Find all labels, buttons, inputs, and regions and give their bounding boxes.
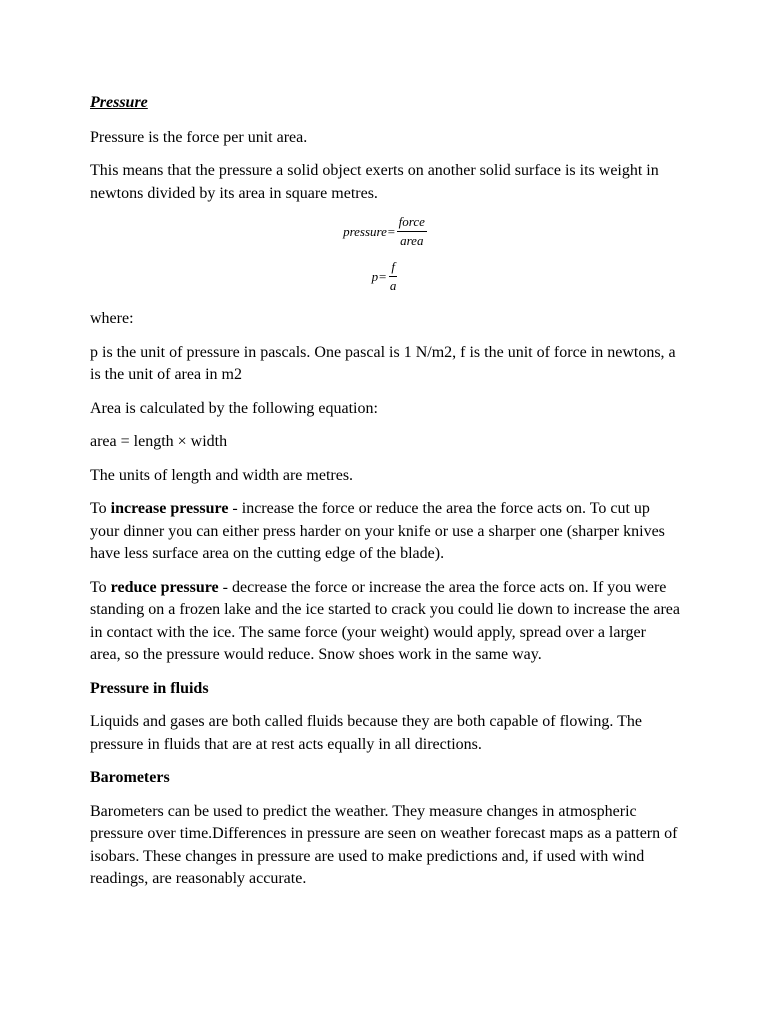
formula-pressure-symbols <box>90 259 680 294</box>
paragraph-reduce-pressure <box>90 577 680 667</box>
formula-fraction <box>388 259 399 294</box>
formula-pressure-words <box>90 214 680 249</box>
paragraph-fluids: Liquids and gases are both called fluids because they are both capable of flowing. The pressure in fluids that are at rest acts equally in all directions. <box>90 713 642 753</box>
paragraph-definition: Pressure is the force per unit area. <box>90 128 308 146</box>
formula-numerator: f <box>389 259 397 277</box>
formula-fraction <box>397 214 427 249</box>
increase-bold: increase pressure <box>110 500 229 517</box>
paragraph-increase-pressure <box>90 498 680 566</box>
formula-lhs: pressure= <box>343 223 396 239</box>
paragraph-where: where: <box>90 310 134 327</box>
formula-numerator: force <box>397 214 427 232</box>
paragraph-explanation: This means that the pressure a solid object exerts on another solid surface is its weight in newtons divided by its area in square metres. <box>90 162 659 202</box>
paragraph-barometers: Barometers can be used to predict the weather. They measure changes in atmospheric pressure over time.Differences in pressure are seen on weather forecast maps as a pattern of isobars. These changes in pressure are used to make predictions and, if used with wind readings, are reasonably accurate. <box>90 802 678 887</box>
formula-denominator: area <box>400 233 424 248</box>
paragraph-area-equation: area = length × width <box>90 433 228 450</box>
reduce-bold: reduce pressure <box>110 578 219 596</box>
document-body <box>90 92 680 902</box>
heading-fluids: Pressure in fluids <box>90 679 209 697</box>
formula-denominator: a <box>389 278 397 293</box>
page-title: Pressure <box>90 94 148 111</box>
reduce-text: - decrease the force or increase the area the force acts on. If you were standing on a frozen lake and the ice started to crack you could lie down to increase the area in contact with the ice. The same force (your weight) would apply, spread over a larger area, so the pressure would reduce. Snow shoes work in the same way. <box>90 578 680 663</box>
paragraph-length-units: The units of length and width are metres. <box>90 466 354 484</box>
paragraph-units: p is the unit of pressure in pascals. One pascal is 1 N/m2, f is the unit of force in newtons, a is the unit of area in m2 <box>90 343 676 383</box>
increase-prefix: To <box>90 500 111 517</box>
formula-lhs: p= <box>371 268 387 284</box>
reduce-prefix: To <box>90 578 111 596</box>
heading-barometers: Barometers <box>90 769 170 786</box>
increase-text: - increase the force or reduce the area the force acts on. To cut up your dinner you can either press harder on your knife or use a sharper one (sharper knives have less surface area on the cutting edge of the blade). <box>90 500 665 562</box>
paragraph-area-intro: Area is calculated by the following equation: <box>90 399 378 417</box>
